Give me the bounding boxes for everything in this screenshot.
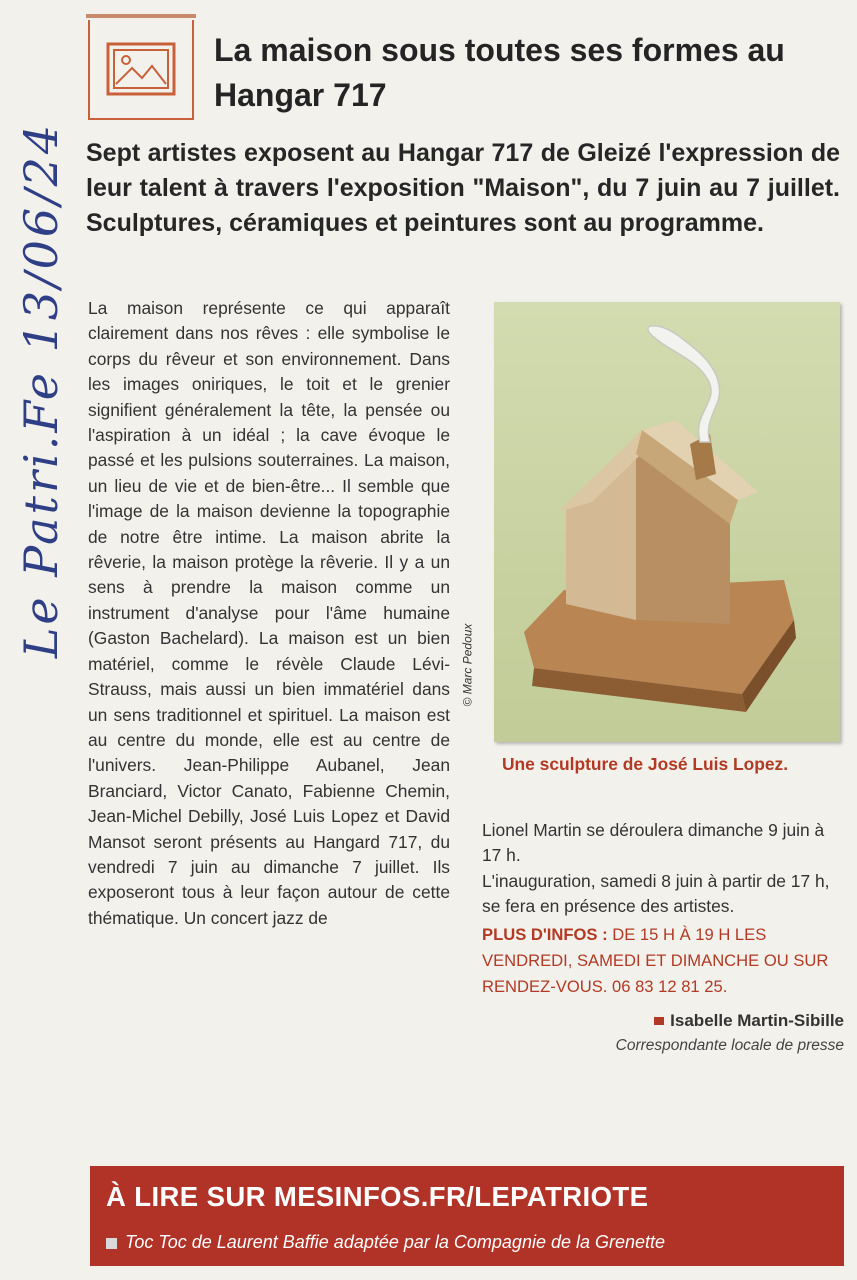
photo-caption: Une sculpture de José Luis Lopez. (502, 754, 789, 774)
byline-marker-icon (654, 1017, 664, 1025)
top-accent-rule (86, 14, 196, 18)
author-byline (482, 1008, 844, 1033)
article-body-right-column (482, 818, 844, 1058)
author-name: Isabelle Martin-Sibille (670, 1010, 844, 1030)
handwritten-date-note (6, 90, 76, 690)
info-text: DE 15 H À 19 H LES VENDREDI, SAMEDI ET DIMANCHE OU SUR RENDEZ-VOUS. 06 83 12 81 25. (482, 924, 829, 996)
square-bullet-icon (106, 1238, 117, 1249)
author-role: Correspondante locale de presse (615, 1037, 844, 1055)
body-paragraph-concert: Lionel Martin se déroulera dimanche 9 juin à 17 h. (482, 820, 825, 866)
handwritten-note-text: Le Patri.Fe 13/06/24 (14, 121, 69, 659)
article-body-left-column: La maison représente ce qui apparaît clairement dans nos rêves : elle symbolise le corps du rêveur et son environnement. Dans les images oniriques, le toit et le grenier signifient généralement la tête, la pensée ou l'aspiration à un idéal ; la cave évoque le passé et les pulsions souterraines. La maison, un lieu de vie et de bien-être... Il semble que l'image de la maison devienne la topographie de notre être intime. La maison abrite la rêverie, la maison protège la rêverie. Il y a un sens à prendre la maison comme un instrument d'analyse pour l'âme humaine (Gaston Bachelard). La maison est un bien matériel, comme le révèle Claude Lévi-Strauss, mais aussi un bien immatériel dans un sens traditionnel et spirituel. La maison est au centre du monde, elle est au centre de l'univers. Jean-Philippe Aubanel, Jean Branciard, Victor Canato, Fabienne Chemin, Jean-Michel Debilly, José Luis Lopez et David Mansot seront présents au Hangard 717, du vendredi 7 juin au dimanche 7 juillet. Ils exposeront tous à leur façon autour de cette thématique. Un concert jazz de (88, 298, 450, 928)
banner-subtitle[interactable] (106, 1230, 828, 1254)
article-lede: Sept artistes exposent au Hangar 717 de Gleizé l'expression de leur talent à travers l'exposition "Maison", du 7 juin au 7 juillet. Sculptures, céramiques et peintures sont au programme. (86, 139, 840, 237)
photo-credit-text: © Marc Pedoux (460, 623, 474, 707)
body-paragraph-inauguration: L'inauguration, samedi 8 juin à partir de 17 h, se fera en présence des artistes. (482, 870, 830, 917)
house-sculpture-illustration (494, 302, 840, 742)
image-icon (106, 42, 176, 96)
banner-subtitle-text[interactable]: Toc Toc de Laurent Baffie adaptée par la Compagnie de la Grenette (125, 1232, 666, 1252)
article-headline: La maison sous toutes ses formes au Hangar 717 (214, 32, 785, 113)
info-block (482, 922, 844, 1000)
banner-title[interactable]: À LIRE SUR MESINFOS.FR/LEPATRIOTE (106, 1181, 649, 1212)
read-more-banner[interactable] (90, 1166, 844, 1266)
info-label: PLUS D'INFOS : (482, 924, 608, 944)
photo-credit (452, 600, 482, 730)
photo-section-icon (88, 20, 194, 120)
sculpture-photo (494, 302, 840, 742)
